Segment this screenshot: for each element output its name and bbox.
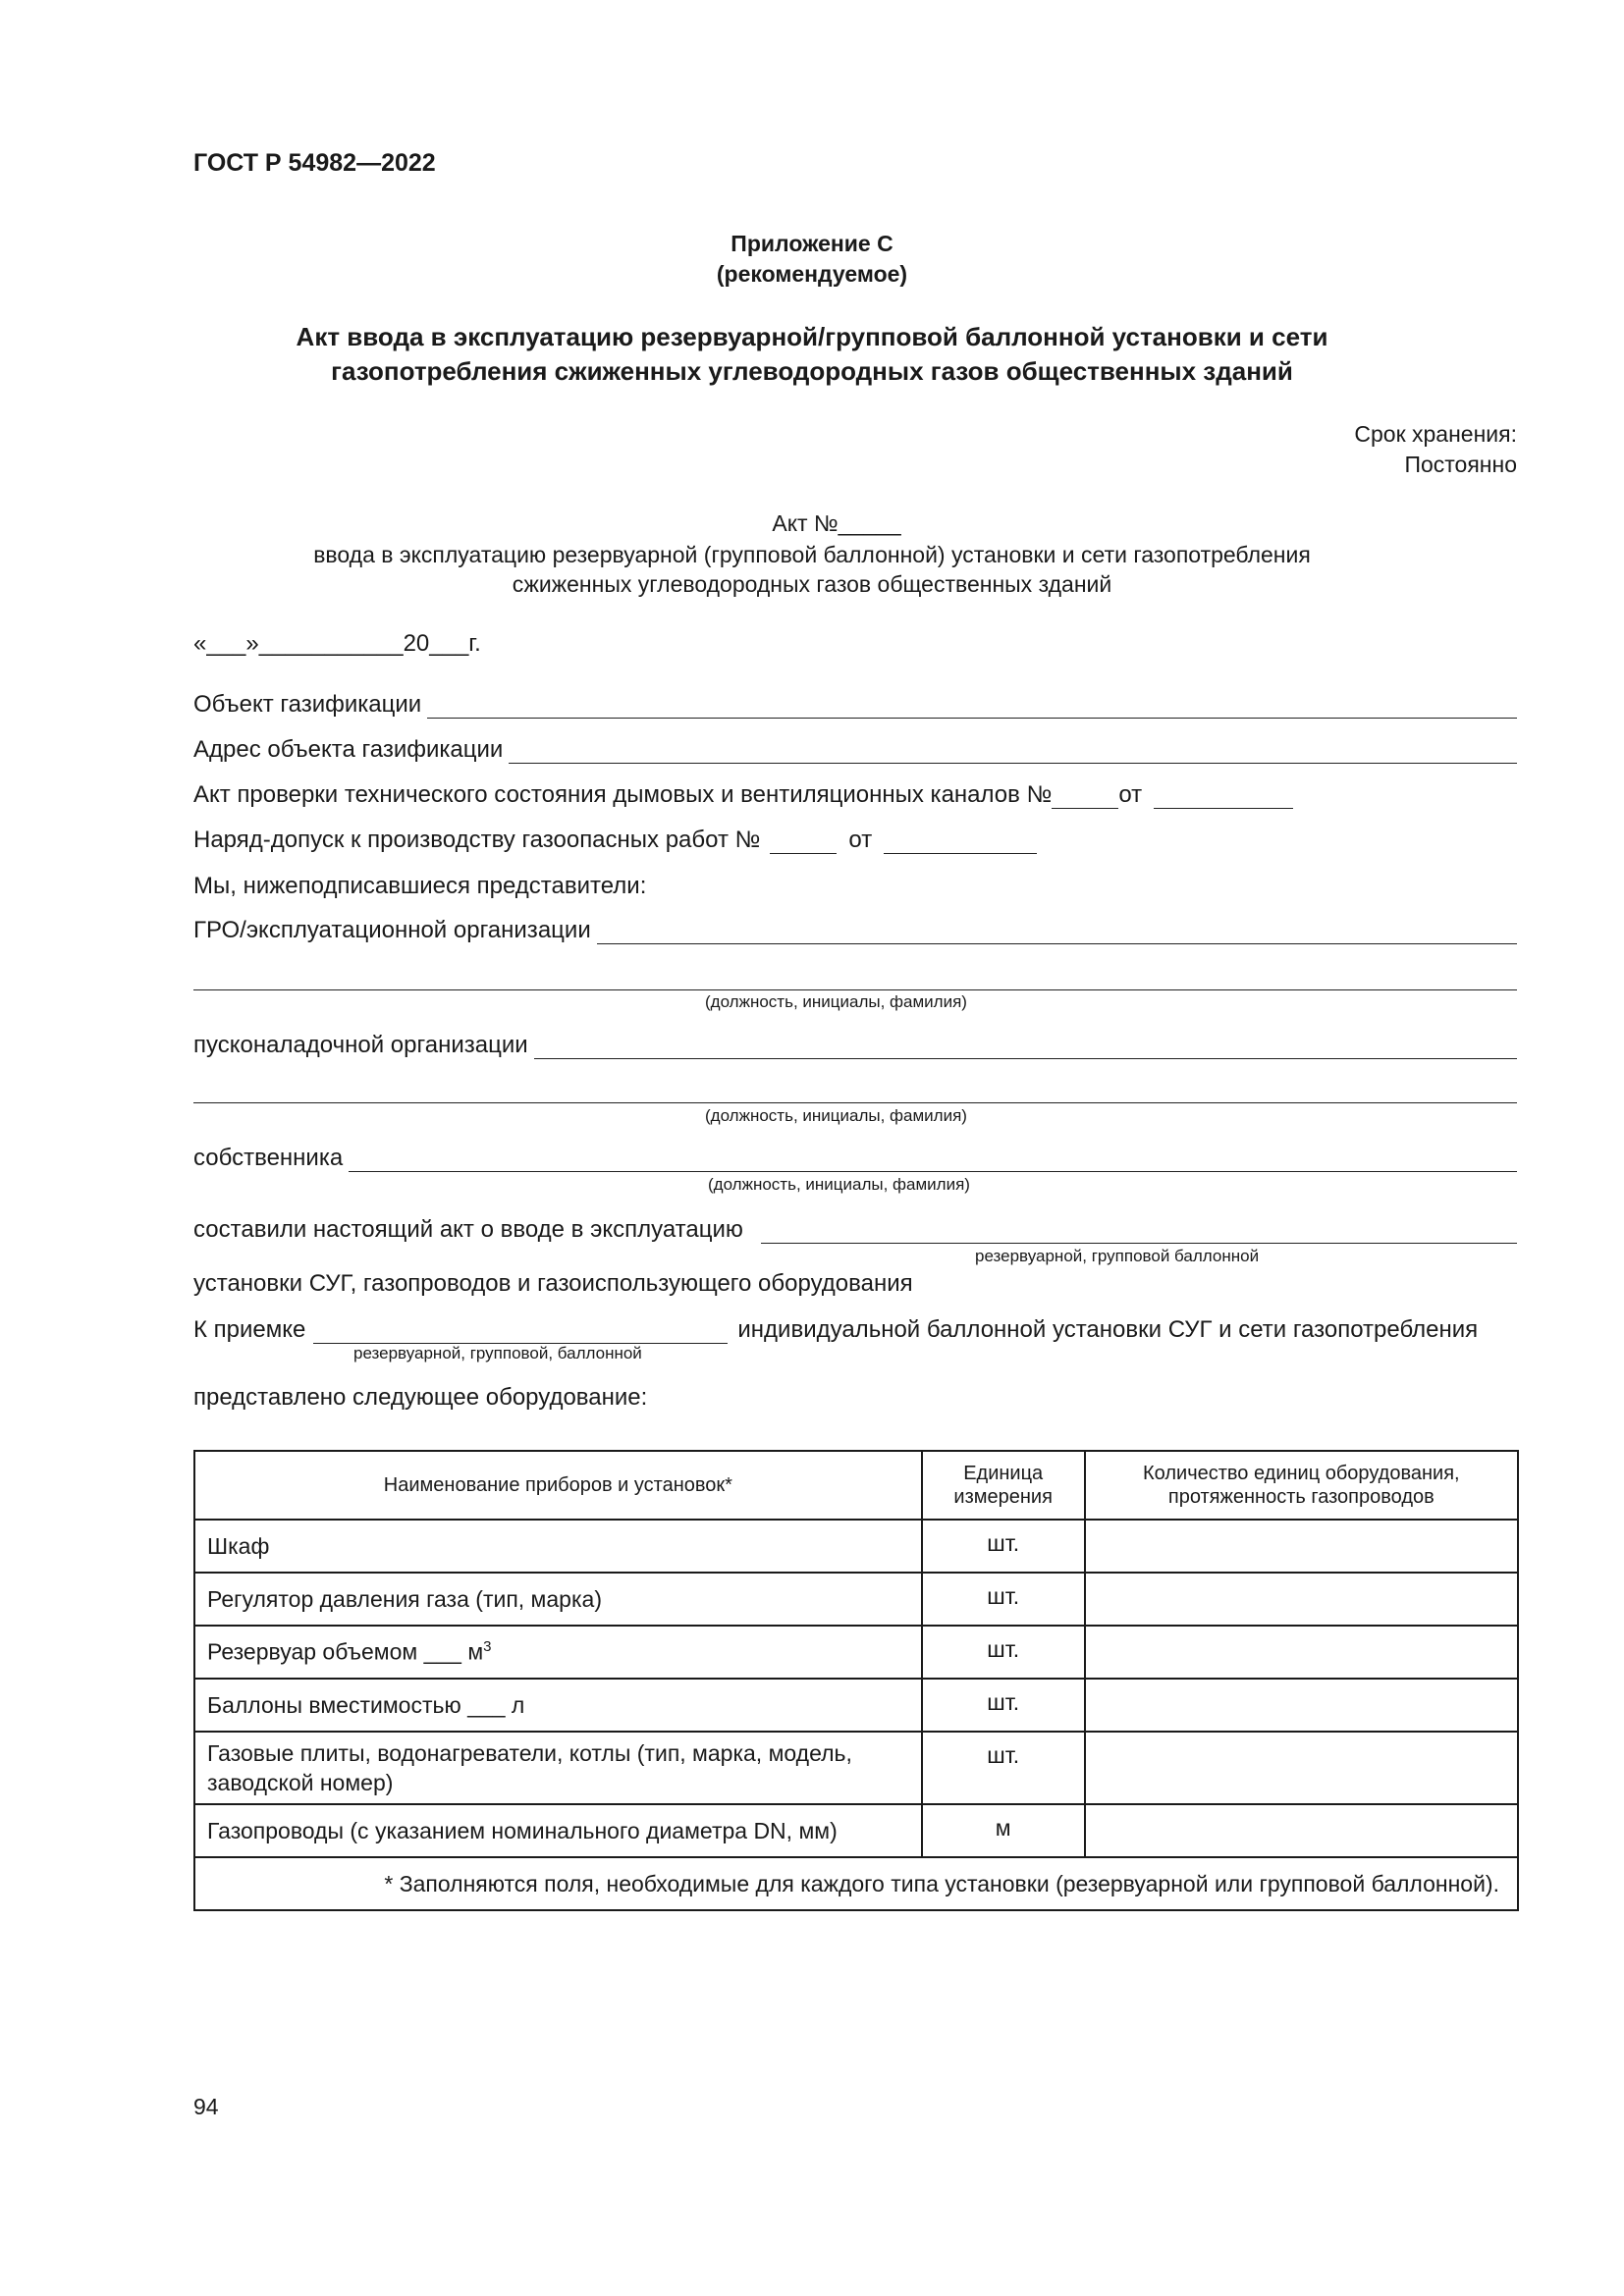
equipment-table: [193, 1450, 1519, 1911]
drafted-label: составили настоящий акт о вводе в эксплуатацию: [193, 1216, 743, 1243]
storage-label: Срок хранения:: [1354, 421, 1517, 447]
owner-label: собственника: [193, 1145, 344, 1171]
acceptance-type-hint: резервуарной, групповой, баллонной: [353, 1344, 642, 1362]
inspection-act-field[interactable]: [193, 777, 1332, 809]
permit-date-input[interactable]: [884, 829, 1037, 854]
act-subtitle-line1: ввода в эксплуатацию резервуарной (групповой баллонной) установки и сети газопотребления: [313, 542, 1311, 567]
gro-input-line[interactable]: [597, 920, 1517, 944]
acceptance-input-line[interactable]: [313, 1319, 728, 1344]
inspection-number-input[interactable]: [1052, 784, 1118, 809]
row-quantity-cell[interactable]: [1085, 1626, 1518, 1679]
row-quantity-cell[interactable]: [1085, 1679, 1518, 1732]
row-unit: шт.: [922, 1732, 1085, 1804]
document-header: ГОСТ Р 54982—2022: [193, 149, 436, 177]
acceptance-rest-text: индивидуальной баллонной установки СУГ и сети газопотребления: [737, 1316, 1479, 1343]
storage-value: Постоянно: [1404, 452, 1517, 477]
inspection-date-input[interactable]: [1154, 784, 1293, 809]
permit-number-input[interactable]: [770, 829, 837, 854]
drafted-input-line[interactable]: [761, 1219, 1517, 1244]
row-name: Резервуар объемом ___ м: [207, 1638, 484, 1665]
row-quantity-cell[interactable]: [1085, 1732, 1518, 1804]
object-input-line[interactable]: [427, 694, 1517, 719]
act-number: Акт №_____: [772, 510, 901, 536]
row-name-cell: [194, 1626, 922, 1679]
object-label: Объект газификации: [193, 691, 422, 718]
commissioning-field[interactable]: [193, 1028, 1517, 1059]
table-row: [194, 1732, 1518, 1804]
permit-from-label: от: [848, 827, 873, 853]
row-unit: м: [922, 1804, 1085, 1857]
table-note-row: [194, 1857, 1518, 1910]
install-type-hint: резервуарной, групповой баллонной: [975, 1247, 1260, 1265]
owner-position-hint: (должность, инициалы, фамилия): [708, 1175, 970, 1194]
inspection-act-label: Акт проверки технического состояния дымовых и вентиляционных каналов №: [193, 781, 1053, 808]
table-row: [194, 1679, 1518, 1732]
act-title-line1: Акт ввода в эксплуатацию резервуарной/групповой баллонной установки и сети: [296, 322, 1328, 351]
row-unit: шт.: [922, 1573, 1085, 1626]
commissioning-label: пусконаладочной организации: [193, 1032, 528, 1058]
row-quantity-cell[interactable]: [1085, 1804, 1518, 1857]
owner-field[interactable]: [193, 1141, 1517, 1172]
address-input-line[interactable]: [509, 739, 1517, 764]
row-name: Баллоны вместимостью ___ л: [194, 1679, 922, 1732]
header-quantity: Количество единиц оборудования, протяженность газопроводов: [1085, 1451, 1518, 1520]
drafted-field[interactable]: [193, 1212, 1517, 1244]
owner-input-line[interactable]: [349, 1148, 1517, 1172]
installation-text: установки СУГ, газопроводов и газоиспользующего оборудования: [193, 1270, 913, 1297]
row-name: Регулятор давления газа (тип, марка): [194, 1573, 922, 1626]
row-name: Газопроводы (с указанием номинального диаметра DN, мм): [194, 1804, 922, 1857]
commissioning-second-line[interactable]: [193, 1102, 1517, 1103]
commissioning-position-hint: (должность, инициалы, фамилия): [705, 1106, 967, 1125]
equipment-presented-text: представлено следующее оборудование:: [193, 1384, 648, 1411]
address-label: Адрес объекта газификации: [193, 736, 504, 763]
row-name-superscript: 3: [483, 1638, 492, 1656]
act-title-line2: газопотребления сжиженных углеводородных газов общественных зданий: [331, 356, 1293, 386]
act-subtitle-line2: сжиженных углеводородных газов общественных зданий: [512, 571, 1112, 597]
gro-position-hint: (должность, инициалы, фамилия): [705, 992, 967, 1011]
table-row: [194, 1520, 1518, 1573]
acceptance-field[interactable]: [193, 1312, 1521, 1344]
row-name: Шкаф: [194, 1520, 922, 1573]
appendix-type: (рекомендуемое): [716, 261, 908, 287]
permit-field[interactable]: [193, 823, 1077, 854]
permit-label: Наряд-допуск к производству газоопасных работ №: [193, 827, 761, 853]
address-field[interactable]: [193, 732, 1517, 764]
table-row: [194, 1573, 1518, 1626]
appendix-title: Приложение С: [731, 231, 893, 256]
acceptance-label: К приемке: [193, 1316, 306, 1343]
row-unit: шт.: [922, 1520, 1085, 1573]
table-note: * Заполняются поля, необходимые для каждого типа установки (резервуарной или групповой баллонной).: [194, 1857, 1518, 1910]
row-unit: шт.: [922, 1679, 1085, 1732]
table-row: [194, 1626, 1518, 1679]
page-number: 94: [193, 2094, 219, 2119]
gro-label: ГРО/эксплуатационной организации: [193, 917, 591, 943]
row-name: Газовые плиты, водонагреватели, котлы (тип, марка, модель, заводской номер): [194, 1732, 922, 1804]
table-header-row: [194, 1451, 1518, 1520]
undersigned-text: Мы, нижеподписавшиеся представители:: [193, 873, 647, 899]
row-unit: шт.: [922, 1626, 1085, 1679]
header-unit: Единица измерения: [922, 1451, 1085, 1520]
header-name: Наименование приборов и установок*: [194, 1451, 922, 1520]
inspection-from-label: от: [1118, 781, 1143, 808]
date-line[interactable]: «___»___________20___г.: [193, 630, 481, 657]
table-row: [194, 1804, 1518, 1857]
commissioning-input-line[interactable]: [534, 1035, 1517, 1059]
row-quantity-cell[interactable]: [1085, 1573, 1518, 1626]
gro-second-line[interactable]: [193, 989, 1517, 990]
row-quantity-cell[interactable]: [1085, 1520, 1518, 1573]
gro-field[interactable]: [193, 913, 1517, 944]
object-field[interactable]: [193, 687, 1517, 719]
